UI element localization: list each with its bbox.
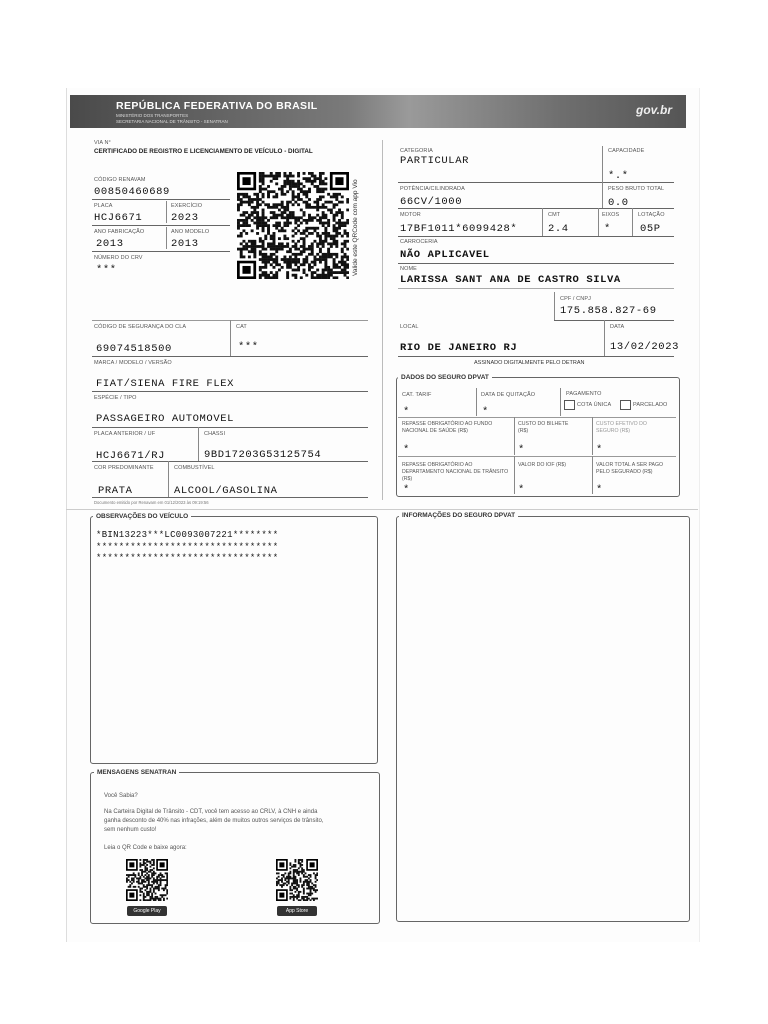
custo-efetivo-value: *	[596, 444, 603, 456]
cat-label: CAT	[236, 324, 247, 330]
data-label: DATA	[610, 324, 625, 330]
carroceria-value: NÃO APLICAVEL	[400, 249, 490, 261]
ministry-line-1: MINISTÉRIO DOS TRANSPORTES	[116, 113, 189, 118]
document-title: CERTIFICADO DE REGISTRO E LICENCIAMENTO DE VEÍCULO - DIGITAL	[94, 148, 313, 155]
dpvat-title: DADOS DO SEGURO DPVAT	[398, 374, 492, 381]
observacoes-title: OBSERVAÇÕES DO VEÍCULO	[93, 513, 191, 520]
custo-bilhete-value: *	[518, 444, 525, 456]
cmt-value: 2.4	[548, 223, 569, 235]
issue-footnote: Documento emitido por Renavam em 01/12/2023 às 09:19:56	[94, 500, 209, 505]
motor-value: 17BF1011*6099428*	[400, 223, 518, 235]
ano-fabricacao-label: ANO FABRICAÇÃO	[94, 229, 145, 235]
placa-anterior-value: HCJ6671/RJ	[96, 450, 166, 462]
info-seguro-box	[396, 516, 690, 922]
capacidade-label: CAPACIDADE	[608, 148, 645, 154]
nome-value: LARISSA SANT ANA DE CASTRO SILVA	[400, 274, 621, 286]
ministry-line-2: SECRETARIA NACIONAL DE TRÂNSITO - SENATRAN	[116, 119, 228, 124]
valor-iof-label: VALOR DO IOF (R$)	[518, 462, 567, 468]
renavam-label: CÓDIGO RENAVAM	[94, 177, 146, 183]
column-divider	[382, 140, 383, 500]
custo-bilhete-label: CUSTO DO BILHETE (R$)	[518, 421, 569, 434]
cat-tarif-label: CAT. TARIF	[402, 392, 432, 398]
mensagens-title: MENSAGENS SENATRAN	[94, 769, 179, 776]
motor-label: MOTOR	[400, 212, 421, 218]
qr-caption: Valide este QRCode com app Vio	[352, 179, 359, 276]
via-label: VIA N°	[94, 140, 111, 146]
marca-modelo-label: MARCA / MODELO / VERSÃO	[94, 360, 172, 366]
placa-value: HCJ6671	[94, 212, 143, 224]
mensagens-body: Na Carteira Digital de Trânsito - CDT, você tem acesso ao CRLV, à CNH e ainda ganha desconto de 40% nas infrações, além de muitos outros serviços de trânsito, sem nenhum custo!	[104, 809, 324, 833]
potencia-label: POTÊNCIA/CILINDRADA	[400, 186, 465, 192]
cpf-label: CPF / CNPJ	[560, 296, 591, 302]
eixos-value: *	[604, 223, 611, 235]
combustivel-label: COMBUSTÍVEL	[174, 465, 215, 471]
exercicio-value: 2023	[171, 212, 199, 224]
google-play-button[interactable]: Google Play	[127, 906, 167, 916]
renavam-value: 00850460689	[94, 186, 170, 198]
repasse-saude-label: REPASSE OBRIGATÓRIO AO FUNDO NACIONAL DE SAÚDE (R$)	[402, 421, 493, 434]
placa-label: PLACA	[94, 203, 113, 209]
peso-bruto-label: PESO BRUTO TOTAL	[608, 186, 665, 192]
cat-value: ***	[238, 341, 259, 353]
numero-crv-value: ***	[96, 264, 117, 276]
observacoes-line-2: ********************************	[96, 542, 279, 552]
numero-crv-label: NÚMERO DO CRV	[94, 255, 143, 261]
cor-label: COR PREDOMINANTE	[94, 465, 154, 471]
potencia-value: 66CV/1000	[400, 196, 463, 208]
validation-qr-code[interactable]	[237, 172, 349, 279]
observacoes-line-1: *BIN13223***LC0093007221********	[96, 530, 279, 540]
parcelado-checkbox[interactable]	[620, 400, 631, 410]
codigo-seguranca-label: CÓDIGO DE SEGURANÇA DO CLA	[94, 324, 187, 330]
exercicio-label: EXERCÍCIO	[171, 203, 203, 209]
chassi-value: 9BD17203G53125754	[204, 449, 322, 461]
mensagens-question: Você Sabia?	[104, 793, 138, 799]
placa-anterior-label: PLACA ANTERIOR / UF	[94, 431, 156, 437]
data-quitacao-value: *	[482, 406, 489, 418]
categoria-label: CATEGORIA	[400, 148, 433, 154]
cor-value: PRATA	[98, 485, 133, 497]
parcelado-label: PARCELADO	[633, 402, 668, 408]
google-play-qr-code[interactable]	[126, 859, 168, 901]
categoria-value: PARTICULAR	[400, 155, 470, 167]
peso-bruto-value: 0.0	[608, 197, 629, 209]
fold-line	[66, 509, 698, 510]
cota-unica-checkbox[interactable]	[564, 400, 575, 410]
valor-total-label: VALOR TOTAL A SER PAGO PELO SEGURADO (R$)	[596, 462, 664, 475]
signed-digitally-note: ASSINADO DIGITALMENTE PELO DETRAN	[474, 360, 585, 366]
ano-modelo-label: ANO MODELO	[171, 229, 210, 235]
ano-fabricacao-value: 2013	[96, 238, 124, 250]
observacoes-line-3: ********************************	[96, 553, 279, 563]
especie-tipo-label: ESPÉCIE / TIPO	[94, 395, 137, 401]
data-value: 13/02/2023	[610, 341, 680, 353]
mensagens-cta: Leia o QR Code e baixe agora:	[104, 845, 187, 851]
cmt-label: CMT	[548, 212, 561, 218]
especie-tipo-value: PASSAGEIRO AUTOMOVEL	[96, 413, 235, 425]
lotacao-value: 05P	[640, 223, 661, 235]
local-label: LOCAL	[400, 324, 419, 330]
lotacao-label: LOTAÇÃO	[638, 212, 665, 218]
app-store-qr-code[interactable]	[276, 859, 318, 901]
gov-br-logo: gov.br	[636, 103, 673, 117]
cpf-value: 175.858.827-69	[560, 305, 657, 317]
cat-tarif-value: *	[403, 406, 410, 418]
combustivel-value: ALCOOL/GASOLINA	[174, 485, 278, 497]
app-store-button[interactable]: App Store	[277, 906, 317, 916]
info-seguro-title: INFORMAÇÕES DO SEGURO DPVAT	[399, 512, 518, 519]
valor-total-value: *	[596, 484, 603, 496]
marca-modelo-value: FIAT/SIENA FIRE FLEX	[96, 378, 235, 390]
repasse-transito-label: REPASSE OBRIGATÓRIO AO DEPARTAMENTO NACIONAL DE TRÂNSITO (R$)	[402, 462, 509, 482]
repasse-transito-value: *	[403, 484, 410, 496]
chassi-label: CHASSI	[204, 431, 226, 437]
carroceria-label: CARROCERIA	[400, 239, 438, 245]
capacidade-value: *.*	[608, 170, 629, 182]
codigo-seguranca-value: 69074518500	[96, 343, 172, 355]
data-quitacao-label: DATA DE QUITAÇÃO	[481, 392, 536, 398]
pagamento-label: PAGAMENTO	[566, 391, 602, 397]
ano-modelo-value: 2013	[171, 238, 199, 250]
cota-unica-label: COTA ÚNICA	[577, 402, 612, 408]
repasse-saude-value: *	[403, 444, 410, 456]
custo-efetivo-label: CUSTO EFETIVO DO SEGURO (R$)	[596, 421, 647, 434]
local-value: RIO DE JANEIRO RJ	[400, 342, 518, 354]
eixos-label: EIXOS	[602, 212, 620, 218]
valor-iof-value: *	[518, 484, 525, 496]
country-title: REPÚBLICA FEDERATIVA DO BRASIL	[116, 100, 318, 112]
nome-label: NOME	[400, 266, 417, 272]
